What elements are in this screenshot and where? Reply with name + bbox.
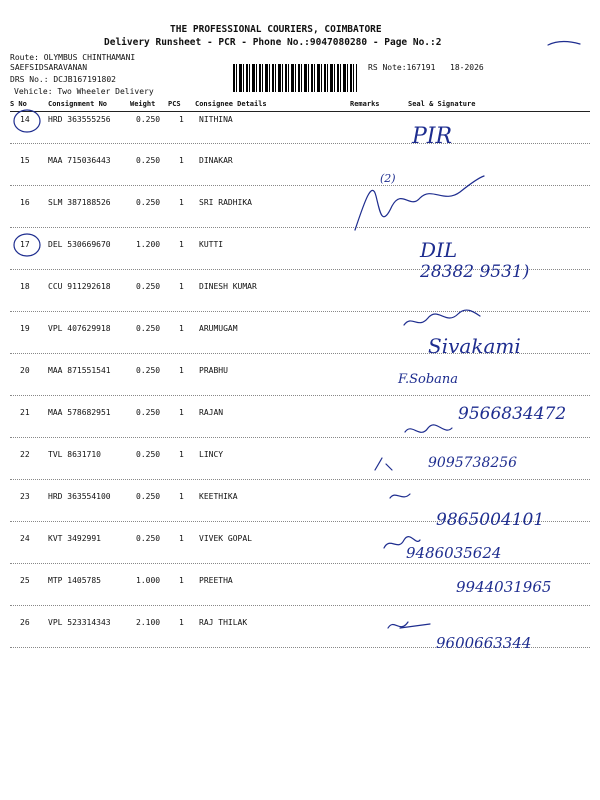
vehicle-label: Vehicle: Two Wheeler Delivery	[14, 87, 154, 96]
row-pcs: 1	[179, 408, 184, 417]
row-pcs: 1	[179, 534, 184, 543]
handwritten-phone-26: 9600663344	[436, 634, 532, 652]
staff-label: SAEFSIDSARAVANAN	[10, 63, 88, 72]
row-pcs: 1	[179, 282, 184, 291]
row-consignee: KEETHIKA	[199, 492, 238, 501]
row-consignee: RAJAN	[199, 408, 224, 417]
row-consignee: DINAKAR	[199, 156, 233, 165]
handwritten-phone-23: 9865004101	[436, 510, 545, 530]
row-weight: 0.250	[136, 324, 161, 333]
handwritten-pir: PIR	[412, 124, 453, 149]
row-sno: 17	[20, 240, 30, 249]
row-consignment: CCU 911292618	[48, 282, 111, 291]
row-sno: 16	[20, 198, 30, 207]
row-separator	[10, 395, 590, 396]
handwritten-phone-24: 9486035624	[406, 544, 502, 562]
handwritten-mark-15: (2)	[380, 172, 396, 185]
row-weight: 0.250	[136, 282, 161, 291]
row-weight: 0.250	[136, 366, 161, 375]
row-pcs: 1	[179, 115, 184, 124]
row-sno: 23	[20, 492, 30, 501]
signature-scribble-26	[388, 622, 430, 628]
handwritten-phone-22: 9095738256	[428, 455, 518, 471]
row-consignment: TVL 8631710	[48, 450, 101, 459]
row-consignment: MAA 715036443	[48, 156, 111, 165]
drs-number: DRS No.: DCJB167191802	[10, 75, 116, 84]
route-label: Route: OLYMBUS CHINTHAMANI	[10, 53, 136, 62]
row-weight: 0.250	[136, 115, 161, 124]
row-separator	[10, 605, 590, 606]
row-pcs: 1	[179, 450, 184, 459]
row-pcs: 1	[179, 576, 184, 585]
row-separator	[10, 143, 590, 144]
row-consignment: SLM 387188526	[48, 198, 111, 207]
row-pcs: 1	[179, 618, 184, 627]
row-consignment: VPL 407629918	[48, 324, 111, 333]
handwritten-sobana: F.Sobana	[398, 372, 459, 387]
row-consignment: HRD 363555256	[48, 115, 111, 124]
signature-scribble-19	[404, 310, 480, 325]
row-pcs: 1	[179, 324, 184, 333]
handwritten-phone-17: 28382 9531)	[420, 262, 530, 282]
header-rule	[10, 111, 590, 112]
row-consignee: ARUMUGAM	[199, 324, 238, 333]
row-sno: 20	[20, 366, 30, 375]
row-consignment: MAA 578682951	[48, 408, 111, 417]
row-consignment: MAA 871551541	[48, 366, 111, 375]
col-seal-signature: Seal & Signature	[408, 100, 476, 108]
row-consignee: NITHINA	[199, 115, 233, 124]
row-pcs: 1	[179, 492, 184, 501]
row-weight: 0.250	[136, 450, 161, 459]
signature-tick-22	[375, 458, 392, 470]
row-separator	[10, 311, 590, 312]
row-consignment: VPL 523314343	[48, 618, 111, 627]
row-separator	[10, 563, 590, 564]
row-pcs: 1	[179, 366, 184, 375]
row-sno: 19	[20, 324, 30, 333]
row-pcs: 1	[179, 198, 184, 207]
row-weight: 0.250	[136, 408, 161, 417]
row-separator	[10, 227, 590, 228]
col-remarks: Remarks	[350, 100, 380, 108]
row-consignee: KUTTI	[199, 240, 224, 249]
row-sno: 18	[20, 282, 30, 291]
handwritten-phone-21: 9566834472	[458, 404, 567, 424]
row-separator	[10, 479, 590, 480]
row-consignee: PREETHA	[199, 576, 233, 585]
handwritten-sivakami: Sivakami	[428, 334, 521, 358]
row-consignee: PRABHU	[199, 366, 228, 375]
corner-scribble	[548, 41, 580, 45]
signature-scribble-21	[405, 425, 452, 432]
row-weight: 0.250	[136, 534, 161, 543]
row-weight: 0.250	[136, 492, 161, 501]
row-weight: 0.250	[136, 156, 161, 165]
row-consignment: HRD 363554100	[48, 492, 111, 501]
row-pcs: 1	[179, 240, 184, 249]
row-separator	[10, 437, 590, 438]
rs-note: RS Note:167191	[368, 63, 436, 72]
row-separator	[10, 185, 590, 186]
row-consignee: RAJ THILAK	[199, 618, 248, 627]
row-weight: 1.200	[136, 240, 161, 249]
row-consignee: SRI RADHIKA	[199, 198, 252, 207]
row-consignee: DINESH KUMAR	[199, 282, 257, 291]
company-title: THE PROFESSIONAL COURIERS, COIMBATORE	[170, 24, 382, 35]
row-sno: 15	[20, 156, 30, 165]
row-sno: 21	[20, 408, 30, 417]
col-sno: S No	[10, 100, 27, 108]
col-pcs: PCS	[168, 100, 181, 108]
row-weight: 2.100	[136, 618, 161, 627]
row-consignee: LINCY	[199, 450, 224, 459]
row-sno: 24	[20, 534, 30, 543]
row-weight: 0.250	[136, 198, 161, 207]
handwritten-dil: DIL	[420, 238, 458, 262]
col-consignee: Consignee Details	[195, 100, 267, 108]
col-weight: Weight	[130, 100, 156, 108]
row-sno: 26	[20, 618, 30, 627]
row-weight: 1.000	[136, 576, 161, 585]
row-consignment: DEL 530669670	[48, 240, 111, 249]
signature-scribble-23	[390, 494, 410, 498]
row-sno: 25	[20, 576, 30, 585]
runsheet-subtitle: Delivery Runsheet - PCR - Phone No.:9047080280 - Page No.:2	[104, 37, 442, 48]
handwritten-phone-25: 9944031965	[456, 578, 552, 596]
row-pcs: 1	[179, 156, 184, 165]
barcode	[233, 64, 357, 92]
row-consignment: MTP 1405785	[48, 576, 101, 585]
rs-date: 18-2026	[450, 63, 484, 72]
row-sno: 14	[20, 115, 30, 124]
row-consignee: VIVEK GOPAL	[199, 534, 252, 543]
row-sno: 22	[20, 450, 30, 459]
col-consignment: Consignment No	[48, 100, 108, 108]
row-consignment: KVT 3492991	[48, 534, 101, 543]
